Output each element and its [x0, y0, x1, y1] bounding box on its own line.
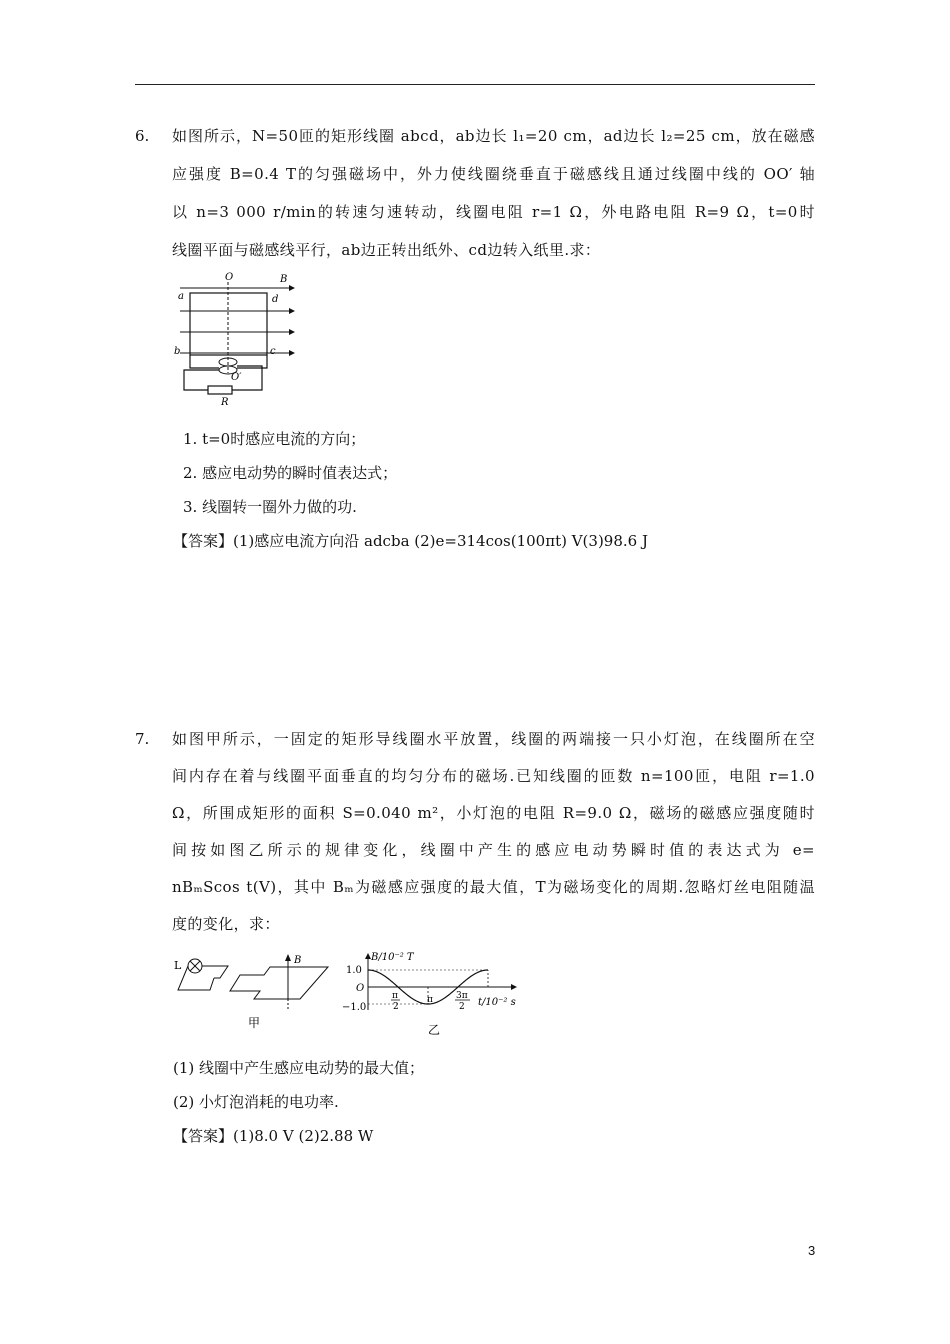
label-b: b: [174, 346, 181, 357]
b-field-chart: [338, 948, 528, 1038]
sub-question: 2. 感应电动势的瞬时值表达式；: [183, 464, 398, 482]
label-a: a: [178, 291, 184, 302]
question-number: 6.: [135, 127, 150, 145]
answer: 【答案】(1)感应电流方向沿 adcba (2)e=314cos(100πt) V(3)98.6 J: [173, 532, 648, 550]
label-O-prime: O′: [231, 372, 242, 383]
sub-question: (1) 线圈中产生感应电动势的最大值；: [173, 1059, 425, 1077]
question-text-line: 以 n=3 000 r/min的转速匀速转动，线圈电阻 r=1 Ω，外电路电阻 R=9 Ω，t=0时: [172, 203, 815, 221]
y-axis-label: B/10⁻² T: [371, 952, 414, 963]
question-text-line: 间按如图乙所示的规律变化，线圈中产生的感应电动势瞬时值的表达式为 e=: [172, 841, 815, 859]
question-text-line: 间内存在着与线圈平面垂直的均匀分布的磁场.已知线圈的匝数 n=100匝，电阻 r=1.0: [172, 767, 815, 785]
label-B: B: [280, 274, 288, 285]
question-number: 7.: [135, 730, 150, 748]
question-text-line: 度的变化，求：: [172, 915, 280, 933]
x-tick-label: 2: [393, 1002, 399, 1012]
page-number: 3: [808, 1243, 816, 1258]
sub-question: 1. t=0时感应电流的方向；: [183, 430, 366, 448]
y-tick-label: −1.0: [342, 1002, 367, 1013]
sub-question: (2) 小灯泡消耗的电功率.: [173, 1093, 339, 1111]
coil-figure: [168, 270, 303, 410]
origin-label: O: [356, 983, 365, 994]
x-tick-label: 3π: [456, 991, 468, 1001]
question-text-line: 如图所示，N=50匝的矩形线圈 abcd，ab边长 l₁=20 cm，ad边长 l₂=25 cm，放在磁感: [172, 127, 815, 145]
sub-question: 3. 线圈转一圈外力做的功.: [183, 498, 357, 516]
label-c: c: [270, 346, 276, 357]
header-rule: [135, 84, 815, 85]
question-text-line: 如图甲所示，一固定的矩形导线圈水平放置，线圈的两端接一只小灯泡，在线圈所在空: [172, 730, 815, 748]
y-tick-label: 1.0: [346, 965, 362, 976]
x-tick-label: 2: [459, 1002, 465, 1012]
question-text-line: Ω，所围成矩形的面积 S=0.040 m²，小灯泡的电阻 R=9.0 Ω，磁场的磁感应强度随时: [172, 804, 815, 822]
question-text-line: nBₘScos t(V)，其中 Bₘ为磁感应强度的最大值，T为磁场变化的周期.忽略灯丝电阻随温: [172, 878, 815, 896]
question-text-line: 应强度 B=0.4 T的匀强磁场中，外力使线圈绕垂直于磁感线且通过线圈中线的 OO′ 轴: [172, 165, 815, 183]
label-O: O: [225, 272, 234, 283]
coil-lamp-figure: [170, 945, 335, 1035]
label-L: L: [174, 959, 182, 972]
figure-caption: 甲: [248, 1016, 261, 1030]
question-text-line: 线圈平面与磁感线平行，ab边正转出纸外、cd边转入纸里.求：: [172, 241, 601, 259]
label-R: R: [221, 397, 229, 408]
x-tick-label: π: [427, 995, 433, 1005]
label-B: B: [294, 955, 302, 966]
answer: 【答案】(1)8.0 V (2)2.88 W: [173, 1127, 374, 1145]
x-tick-label: π: [392, 991, 398, 1001]
label-d: d: [272, 294, 279, 305]
figure-caption: 乙: [428, 1023, 441, 1037]
x-axis-label: t/10⁻² s: [478, 997, 516, 1008]
